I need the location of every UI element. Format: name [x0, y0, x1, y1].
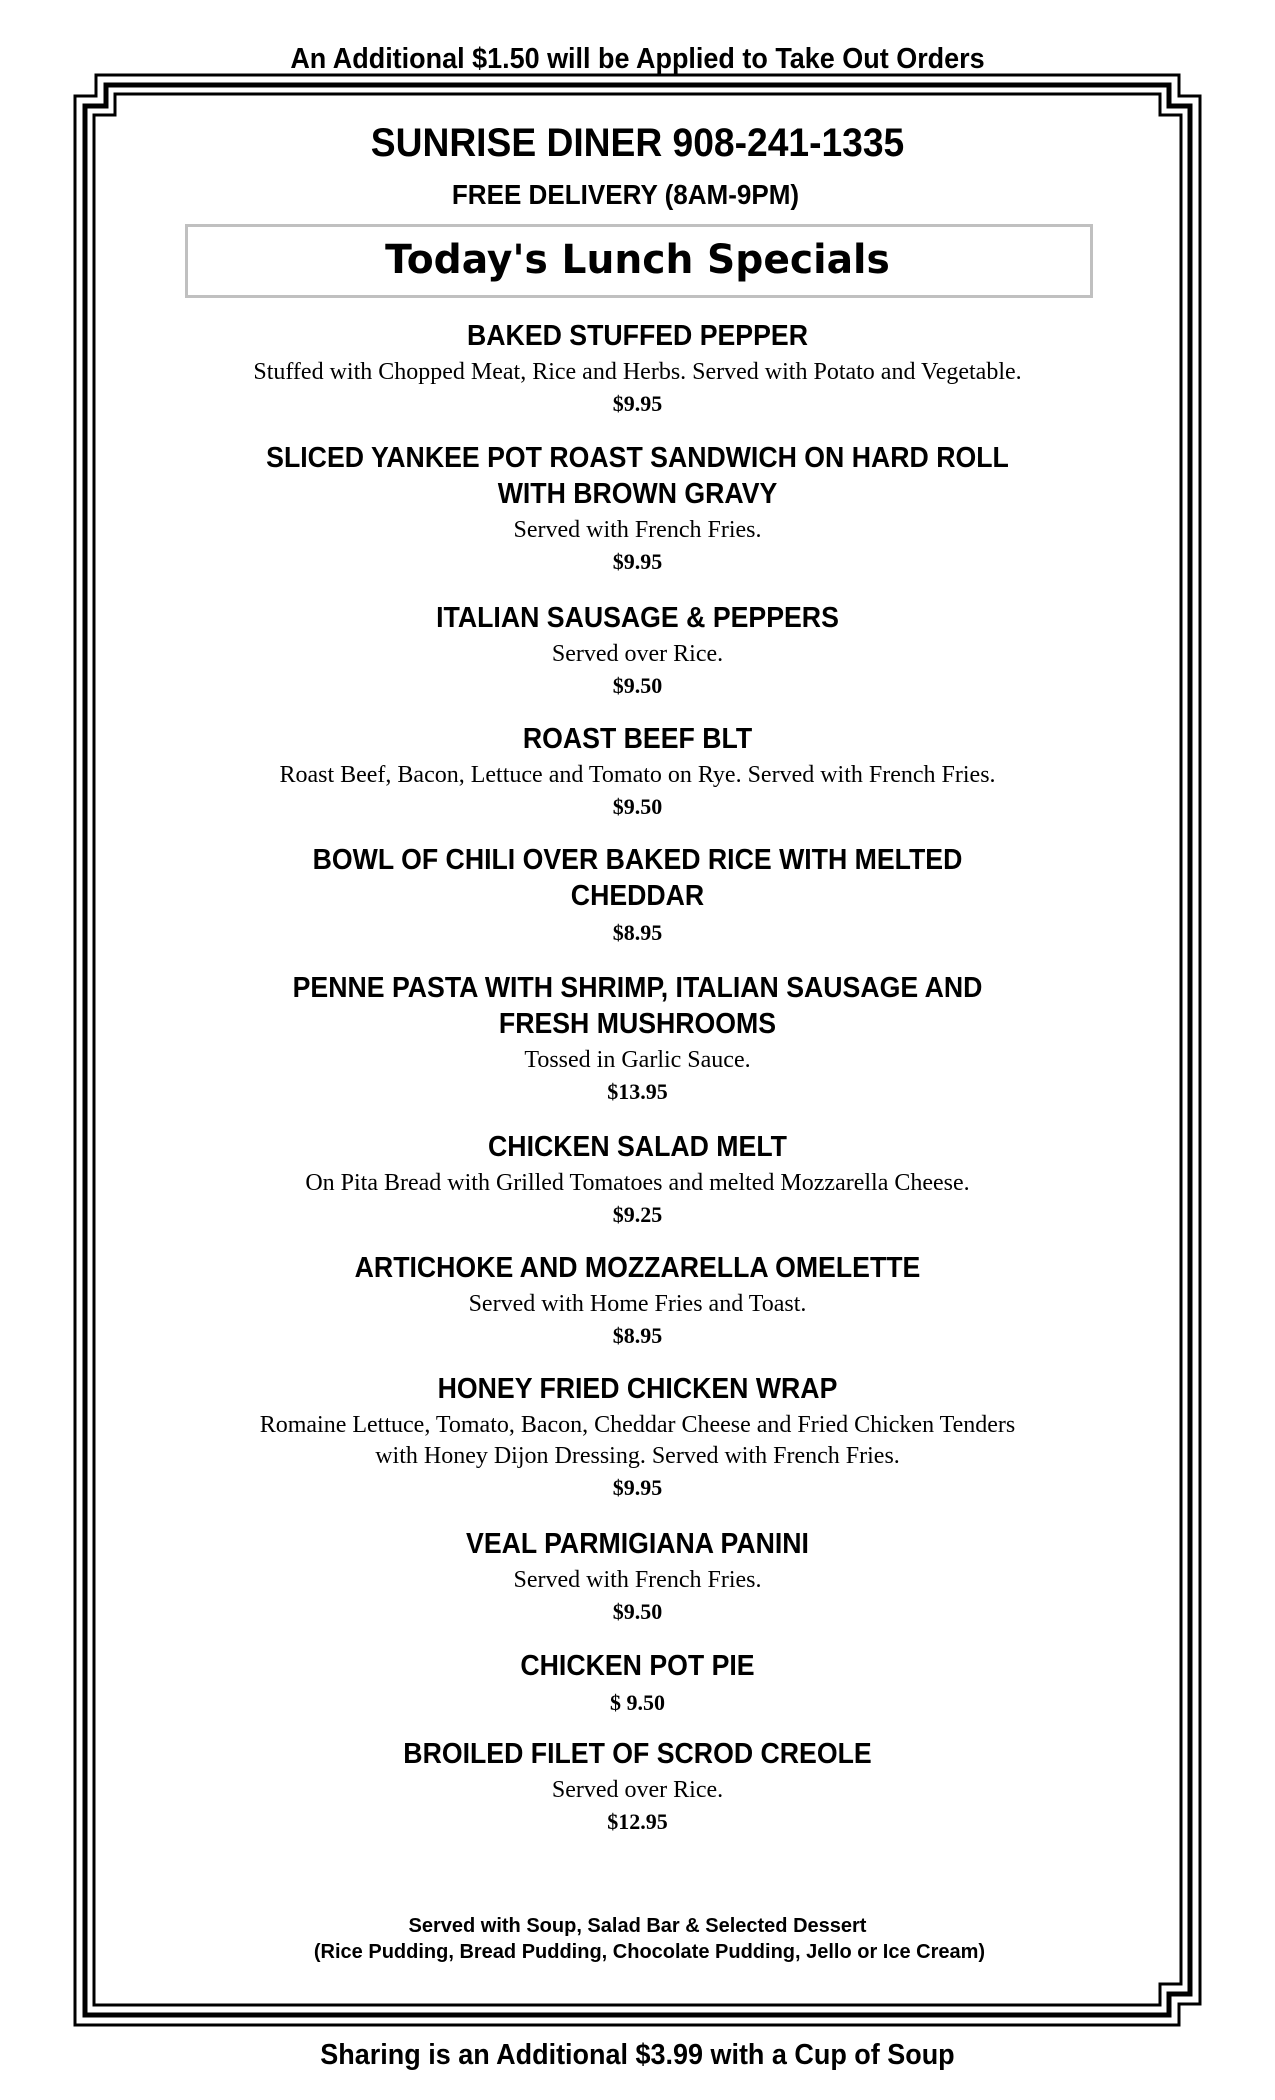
item-price: $9.50: [612, 1599, 663, 1624]
item-price: $9.50: [612, 673, 663, 698]
item-name: ROAST BEEF BLT: [522, 723, 753, 755]
delivery-info: FREE DELIVERY (8AM-9PM): [451, 179, 800, 210]
item-price: $13.95: [607, 1079, 668, 1104]
item-price: $8.95: [612, 920, 663, 945]
item-price: $9.25: [612, 1202, 663, 1227]
item-name: SLICED YANKEE POT ROAST SANDWICH ON HARD ROLL: [266, 442, 1009, 474]
item-description: On Pita Bread with Grilled Tomatoes and melted Mozzarella Cheese.: [305, 1170, 970, 1196]
item-name: PENNE PASTA WITH SHRIMP, ITALIAN SAUSAGE AND: [292, 972, 983, 1004]
item-description: Served with French Fries.: [513, 517, 762, 543]
item-name: CHEDDAR: [570, 880, 705, 912]
item-name: FRESH MUSHROOMS: [498, 1008, 777, 1040]
item-description: Tossed in Garlic Sauce.: [524, 1047, 751, 1073]
footer-line-2: (Rice Pudding, Bread Pudding, Chocolate Pudding, Jello or Ice Cream): [313, 1941, 986, 1963]
item-price: $9.95: [612, 1475, 663, 1500]
item-price: $8.95: [612, 1323, 663, 1348]
item-name: VEAL PARMIGIANA PANINI: [466, 1528, 809, 1560]
item-description: Romaine Lettuce, Tomato, Bacon, Cheddar Cheese and Fried Chicken Tenders: [259, 1412, 1016, 1438]
item-description: with Honey Dijon Dressing. Served with French Fries.: [375, 1443, 900, 1469]
item-name: ITALIAN SAUSAGE & PEPPERS: [436, 602, 839, 634]
item-name: WITH BROWN GRAVY: [497, 478, 778, 510]
sharing-notice: Sharing is an Additional $3.99 with a Cup of Soup: [320, 2039, 955, 2071]
diner-name-phone: SUNRISE DINER 908-241-1335: [370, 121, 905, 165]
item-description: Served over Rice.: [551, 1777, 724, 1803]
page-title: Today's Lunch Specials: [385, 237, 890, 283]
item-name: BAKED STUFFED PEPPER: [467, 320, 808, 352]
item-price: $9.50: [612, 794, 663, 819]
item-name: HONEY FRIED CHICKEN WRAP: [437, 1373, 838, 1405]
item-name: ARTICHOKE AND MOZZARELLA OMELETTE: [354, 1252, 921, 1284]
item-description: Served with Home Fries and Toast.: [468, 1291, 807, 1317]
item-description: Served over Rice.: [551, 641, 724, 667]
item-name: BROILED FILET OF SCROD CREOLE: [403, 1738, 872, 1770]
takeout-notice: An Additional $1.50 will be Applied to Take Out Orders: [290, 43, 985, 75]
item-price: $9.95: [612, 391, 663, 416]
item-name: CHICKEN POT PIE: [520, 1650, 755, 1682]
item-description: Served with French Fries.: [513, 1567, 762, 1593]
footer-line-1: Served with Soup, Salad Bar & Selected Dessert: [408, 1915, 867, 1937]
item-price: $9.95: [612, 549, 663, 574]
item-price: $12.95: [607, 1809, 668, 1834]
item-description: Roast Beef, Bacon, Lettuce and Tomato on Rye. Served with French Fries.: [279, 762, 996, 788]
item-description: Stuffed with Chopped Meat, Rice and Herbs. Served with Potato and Vegetable.: [253, 359, 1022, 385]
item-price: $ 9.50: [610, 1690, 665, 1715]
item-name: CHICKEN SALAD MELT: [488, 1131, 787, 1163]
item-name: BOWL OF CHILI OVER BAKED RICE WITH MELTED: [312, 844, 963, 876]
